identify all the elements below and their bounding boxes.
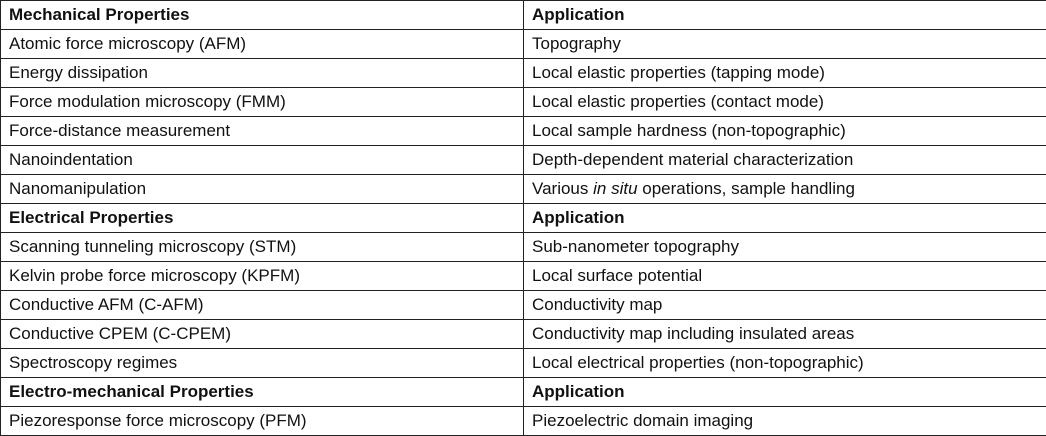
application-cell: Piezoelectric domain imaging: [524, 407, 1046, 436]
application-cell: Sub-nanometer topography: [524, 233, 1046, 262]
table-row: [1, 320, 1046, 349]
application-cell: Local sample hardness (non-topographic): [524, 117, 1046, 146]
table-row: [1, 291, 1046, 320]
section-header-application: Application: [524, 204, 1046, 233]
section-header-title: Mechanical Properties: [1, 1, 524, 30]
application-cell: Local elastic properties (tapping mode): [524, 59, 1046, 88]
application-text-italic: in situ: [593, 179, 637, 198]
technique-cell: Energy dissipation: [1, 59, 524, 88]
table-row: [1, 88, 1046, 117]
application-cell: Local elastic properties (contact mode): [524, 88, 1046, 117]
table-row: [1, 233, 1046, 262]
section-header-title: Electrical Properties: [1, 204, 524, 233]
technique-cell: Kelvin probe force microscopy (KPFM): [1, 262, 524, 291]
table-row: [1, 146, 1046, 175]
section-header-application: Application: [524, 1, 1046, 30]
section-header-application: Application: [524, 378, 1046, 407]
application-cell: [524, 175, 1046, 204]
section-header-row: [1, 204, 1046, 233]
technique-cell: Force modulation microscopy (FMM): [1, 88, 524, 117]
technique-cell: Nanomanipulation: [1, 175, 524, 204]
application-cell: Local electrical properties (non-topographic): [524, 349, 1046, 378]
section-header-row: [1, 1, 1046, 30]
technique-cell: Piezoresponse force microscopy (PFM): [1, 407, 524, 436]
application-text-suffix: operations, sample handling: [638, 179, 855, 198]
application-cell: Conductivity map including insulated areas: [524, 320, 1046, 349]
table-row: [1, 30, 1046, 59]
technique-cell: Force-distance measurement: [1, 117, 524, 146]
technique-cell: Nanoindentation: [1, 146, 524, 175]
technique-cell: Atomic force microscopy (AFM): [1, 30, 524, 59]
table-row: [1, 175, 1046, 204]
table-row: [1, 117, 1046, 146]
table-row: [1, 407, 1046, 436]
technique-cell: Conductive AFM (C-AFM): [1, 291, 524, 320]
application-cell: Conductivity map: [524, 291, 1046, 320]
application-text-prefix: Various: [532, 179, 593, 198]
section-header-title: Electro-mechanical Properties: [1, 378, 524, 407]
application-cell: Depth-dependent material characterization: [524, 146, 1046, 175]
table-row: [1, 349, 1046, 378]
table-row: [1, 59, 1046, 88]
technique-cell: Scanning tunneling microscopy (STM): [1, 233, 524, 262]
table-row: [1, 262, 1046, 291]
application-cell: Topography: [524, 30, 1046, 59]
application-cell: Local surface potential: [524, 262, 1046, 291]
technique-cell: Spectroscopy regimes: [1, 349, 524, 378]
section-header-row: [1, 378, 1046, 407]
technique-cell: Conductive CPEM (C-CPEM): [1, 320, 524, 349]
